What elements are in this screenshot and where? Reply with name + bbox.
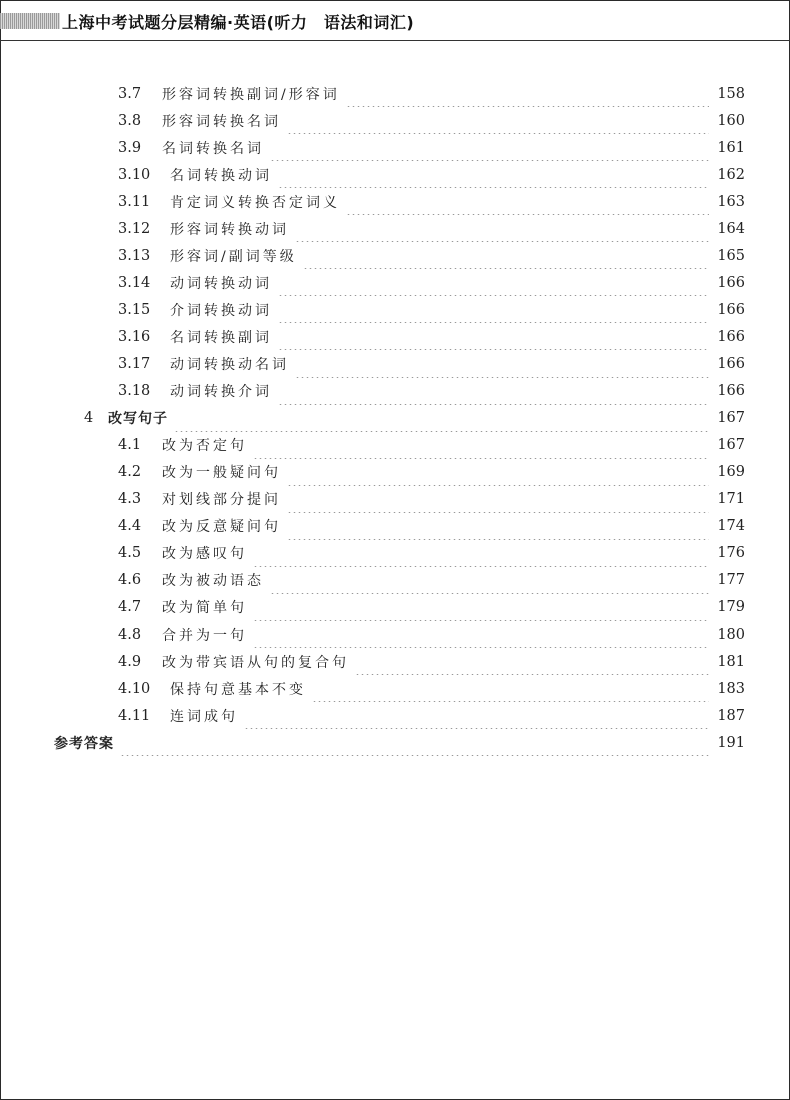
toc-entry (118, 432, 745, 459)
toc-entry-page: 191 (717, 734, 745, 751)
toc-leader-dots (303, 242, 709, 269)
toc-entry (118, 513, 745, 540)
toc-leader-dots (295, 351, 709, 378)
toc-entry-title: 名词转换动词 (170, 167, 272, 184)
toc-entry-title: 改为带宾语从句的复合句 (162, 654, 349, 671)
toc-entry (118, 675, 745, 702)
toc-entry-title: 改为否定句 (162, 438, 247, 455)
running-header (0, 0, 790, 42)
toc-leader-dots (174, 405, 709, 432)
toc-entry (118, 378, 745, 405)
header-rule (0, 40, 790, 41)
toc-entry-number: 4.4 (118, 518, 142, 535)
toc-entry (118, 161, 745, 188)
toc-entry-number: 3.18 (118, 383, 151, 400)
toc-entry-page: 176 (717, 545, 745, 562)
toc-entry-number: 4.5 (118, 545, 142, 562)
toc-entry (118, 702, 745, 729)
toc-entry-page: 160 (717, 112, 745, 129)
toc-entry-number: 3.8 (118, 112, 142, 129)
toc-entry-number: 4.9 (118, 653, 142, 670)
toc-entry-number: 3.7 (118, 85, 142, 102)
toc-entry (54, 729, 745, 756)
toc-leader-dots (244, 702, 709, 729)
toc-entry-title: 改为简单句 (162, 600, 247, 617)
toc-entry-title: 改为反意疑问句 (162, 519, 281, 536)
toc-entry-title: 改为被动语态 (162, 573, 264, 590)
toc-entry (118, 621, 745, 648)
toc-entry (118, 134, 745, 161)
toc-entry-page: 166 (717, 274, 745, 291)
toc-entry-page: 162 (717, 166, 745, 183)
toc-entry (118, 486, 745, 513)
toc-entry-number: 4.2 (118, 464, 142, 481)
toc-entry-title: 对划线部分提问 (162, 492, 281, 509)
toc-entry-number: 3.11 (118, 193, 151, 210)
toc-entry-title: 形容词/副词等级 (170, 248, 297, 265)
toc-leader-dots (120, 729, 709, 756)
toc-leader-dots (253, 594, 709, 621)
toc-entry-title: 动词转换动词 (170, 275, 272, 292)
toc-entry-title: 改为感叹句 (162, 546, 247, 563)
toc-entry (118, 594, 745, 621)
toc-leader-dots (253, 540, 709, 567)
toc-leader-dots (253, 432, 709, 459)
toc-entry-number: 4.8 (118, 626, 142, 643)
toc-entry (118, 648, 745, 675)
toc-entry-number: 4.6 (118, 572, 142, 589)
toc-entry-page: 167 (717, 437, 745, 454)
toc-entry-title: 形容词转换名词 (162, 113, 281, 130)
toc-entry-number: 4.11 (118, 707, 151, 724)
toc-leader-dots (287, 486, 709, 513)
toc-entry-number: 3.14 (118, 274, 151, 291)
toc-leader-dots (287, 459, 709, 486)
toc-entry-number: 4.10 (118, 680, 151, 697)
toc-leader-dots (253, 621, 709, 648)
toc-entry (118, 107, 745, 134)
toc-entry-title: 保持句意基本不变 (170, 681, 306, 698)
toc-entry-title: 动词转换介词 (170, 384, 272, 401)
toc-entry-title: 参考答案 (54, 735, 114, 752)
toc-entry-page: 169 (717, 464, 745, 481)
toc-leader-dots (287, 107, 709, 134)
toc-entry-number: 3.16 (118, 328, 151, 345)
toc-entry-number: 3.12 (118, 220, 151, 237)
toc-entry-title: 名词转换名词 (162, 140, 264, 157)
toc-entry (118, 80, 745, 107)
toc-entry-number: 4.7 (118, 599, 142, 616)
toc-entry-page: 174 (717, 518, 745, 535)
toc-leader-dots (278, 323, 709, 350)
toc-entry-title: 形容词转换动词 (170, 221, 289, 238)
toc-entry-page: 161 (717, 139, 745, 156)
toc-entry-page: 167 (717, 410, 745, 427)
toc-leader-dots (270, 567, 709, 594)
toc-entry-page: 179 (717, 599, 745, 616)
toc-entry-number: 3.10 (118, 166, 151, 183)
toc-entry (84, 405, 745, 432)
header-decoration-bar (0, 13, 60, 29)
toc-leader-dots (278, 161, 709, 188)
toc-leader-dots (287, 513, 709, 540)
toc-entry-page: 166 (717, 301, 745, 318)
toc-entry-title: 形容词转换副词/形容词 (162, 86, 340, 103)
toc-entry-page: 166 (717, 383, 745, 400)
toc-entry-number: 3.13 (118, 247, 151, 264)
toc-entry (118, 323, 745, 350)
toc-entry-page: 181 (717, 653, 745, 670)
toc-leader-dots (346, 188, 709, 215)
toc-entry (118, 540, 745, 567)
toc-entry (118, 296, 745, 323)
toc-entry-title: 改为一般疑问句 (162, 465, 281, 482)
toc-leader-dots (278, 269, 709, 296)
toc-entry-title: 连词成句 (170, 708, 238, 725)
toc-entry-title: 名词转换副词 (170, 329, 272, 346)
toc-entry-page: 163 (717, 193, 745, 210)
toc-entry-page: 180 (717, 626, 745, 643)
toc-entry (118, 459, 745, 486)
toc-entry-page: 177 (717, 572, 745, 589)
toc-leader-dots (270, 134, 709, 161)
toc-entry (118, 269, 745, 296)
toc-entry (118, 242, 745, 269)
toc-entry-page: 165 (717, 247, 745, 264)
toc-leader-dots (355, 648, 709, 675)
toc-leader-dots (312, 675, 709, 702)
toc-entry-page: 166 (717, 328, 745, 345)
toc-entry-page: 171 (717, 491, 745, 508)
toc-entry-title: 肯定词义转换否定词义 (170, 194, 340, 211)
toc-entry (118, 188, 745, 215)
toc-entry (118, 567, 745, 594)
toc-leader-dots (346, 80, 709, 107)
toc-entry-page: 166 (717, 356, 745, 372)
toc-leader-dots (278, 378, 709, 405)
toc-entry (118, 215, 745, 242)
toc-leader-dots (278, 296, 709, 323)
toc-entry-page: 183 (717, 680, 745, 697)
toc-entry-number: 4.1 (118, 437, 142, 454)
toc-entry-number: 4.3 (118, 491, 142, 508)
toc-entry-title: 介词转换动词 (170, 302, 272, 319)
toc-entry-page: 164 (717, 220, 745, 237)
toc-entry-page: 187 (717, 707, 745, 724)
toc-entry-page: 158 (717, 85, 745, 102)
toc-leader-dots (295, 215, 709, 242)
toc-entry-number: 3.9 (118, 139, 142, 156)
toc-entry-title: 合并为一句 (162, 627, 247, 644)
book-title: 上海中考试题分层精编·英语(听力 语法和词汇) (62, 13, 415, 32)
toc-entry-number: 3.17 (118, 356, 151, 372)
toc-entry (118, 351, 745, 378)
toc-entry-number: 3.15 (118, 301, 151, 318)
toc-entry-title: 动词转换动名词 (170, 357, 289, 373)
toc-entry-number: 4 (84, 410, 94, 427)
toc-entry-title: 改写句子 (108, 411, 168, 428)
